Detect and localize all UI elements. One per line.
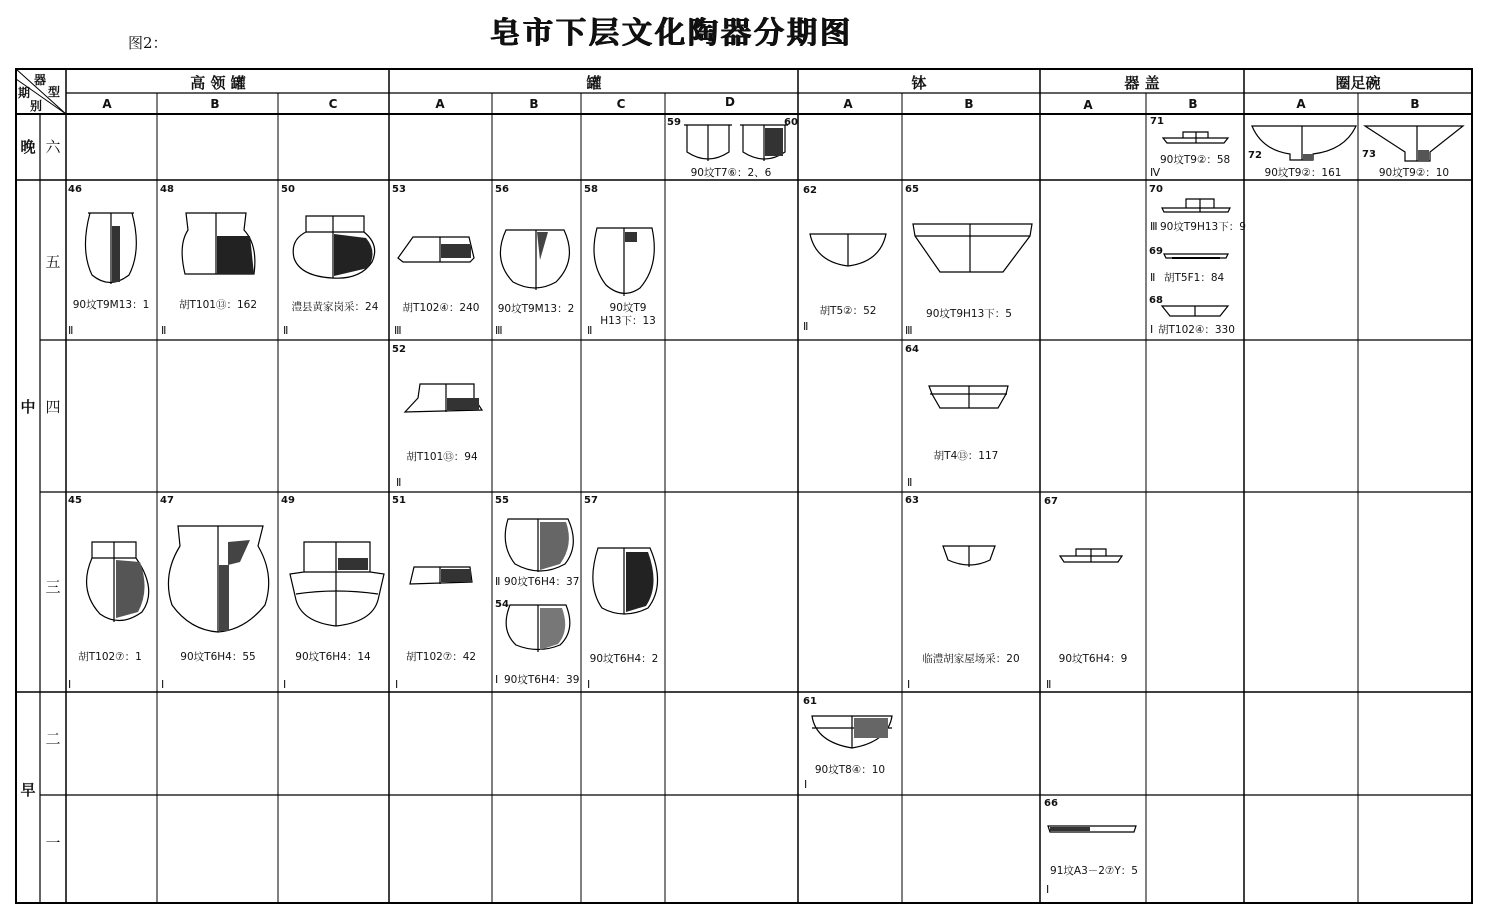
specimen-caption: 90坟T6H4：39 xyxy=(504,674,580,686)
jar-drawing xyxy=(505,519,573,572)
specimen-stage-numeral: Ⅰ xyxy=(161,678,165,691)
specimen-number: 51 xyxy=(392,495,406,506)
specimen-number: 52 xyxy=(392,344,406,355)
subtype-b: B xyxy=(1188,97,1198,111)
stage-1: 一 xyxy=(45,834,61,852)
jar-drawing xyxy=(87,542,149,622)
jar-drawing xyxy=(168,526,268,632)
group-header-quanzuwan: 圈足碗 xyxy=(1335,74,1381,92)
specimen-stage-numeral: Ⅰ xyxy=(1046,883,1050,896)
jar-drawing xyxy=(684,125,732,161)
specimen-stage-numeral: Ⅰ xyxy=(395,678,399,691)
period-middle: 中 xyxy=(20,398,36,416)
jar-drawing xyxy=(405,384,482,412)
specimen-caption: H13下：13 xyxy=(600,315,656,327)
specimen-caption: 澧县黄家岗采：24 xyxy=(291,301,379,313)
specimen-caption: 胡T102⑦：1 xyxy=(78,651,142,663)
specimen-number: 66 xyxy=(1044,798,1058,809)
specimen-stage-numeral: Ⅱ xyxy=(1046,678,1052,691)
jar-drawing xyxy=(740,125,788,161)
specimen-caption: 91坟A3－2⑦Y：5 xyxy=(1050,865,1138,877)
specimen-stage-numeral: Ⅱ xyxy=(396,476,402,489)
jar-drawing xyxy=(290,542,384,626)
stage-5: 五 xyxy=(45,253,61,271)
specimen-number: 63 xyxy=(905,495,919,506)
specimen-caption: 90坟T8④：10 xyxy=(814,764,886,776)
corner-period-label-2: 别 xyxy=(30,99,43,113)
specimen-caption: 90坟T6H4：14 xyxy=(295,651,371,663)
subtype-c: C xyxy=(328,97,338,111)
jar-drawing xyxy=(410,567,472,584)
specimen-caption: 90坟T9②：161 xyxy=(1264,167,1342,179)
specimen-stage-numeral: Ⅱ xyxy=(68,324,74,337)
specimen-caption: 胡T102④：240 xyxy=(402,302,480,314)
subtype-b: B xyxy=(210,97,220,111)
specimen-caption: 90坟T6H4：2 xyxy=(589,653,659,665)
specimen-number: 71 xyxy=(1150,116,1164,127)
subtype-a: A xyxy=(843,97,853,111)
stage-2: 二 xyxy=(45,730,61,748)
lid-drawing xyxy=(1162,306,1228,316)
jar-drawing xyxy=(594,228,654,296)
jar-drawing xyxy=(182,213,255,274)
specimen-number: 46 xyxy=(68,184,82,195)
specimen-caption: 胡T102④：330 xyxy=(1158,324,1235,336)
specimen-caption: 90坟T9H13下：5 xyxy=(926,308,1012,320)
specimen-number: 49 xyxy=(281,495,295,506)
subtype-a: A xyxy=(102,97,112,111)
specimen-stage-numeral: Ⅱ xyxy=(587,324,593,337)
specimen-caption: 90坟T6H4：9 xyxy=(1058,653,1128,665)
specimen-caption: 胡T5②：52 xyxy=(819,305,877,317)
specimen-number: 70 xyxy=(1149,184,1163,195)
specimen-caption: 90坟T9H13下：9 xyxy=(1160,221,1246,233)
jar-drawing xyxy=(506,605,570,652)
group-header-gaolingguan: 高 领 罐 xyxy=(190,74,246,92)
bowl-drawing xyxy=(1252,126,1356,160)
table-border xyxy=(16,69,1472,903)
jar-drawing xyxy=(593,548,658,614)
specimen-stage-numeral: Ⅱ xyxy=(907,476,913,489)
specimen-caption: 90坟T7⑥：2、6 xyxy=(690,167,772,179)
specimen-caption: 90坟T9M13：2 xyxy=(497,303,575,315)
specimen-stage-numeral: Ⅲ xyxy=(1150,220,1158,233)
specimen-stage-numeral: Ⅰ xyxy=(587,678,591,691)
specimen-number: 67 xyxy=(1044,496,1058,507)
specimen-number: 72 xyxy=(1248,150,1262,161)
specimen-number: 54 xyxy=(495,599,509,610)
specimen-number: 62 xyxy=(803,185,817,196)
subtype-d: D xyxy=(725,95,735,109)
lid-drawing xyxy=(1162,199,1230,212)
specimen-stage-numeral: Ⅲ xyxy=(905,324,913,337)
specimen-caption: 90坟T9M13：1 xyxy=(72,299,150,311)
figure-title: 皂市下层文化陶器分期图 xyxy=(490,16,853,51)
bowl-drawing xyxy=(929,386,1008,408)
specimen-stage-numeral: Ⅲ xyxy=(394,324,402,337)
specimen-number: 50 xyxy=(281,184,295,195)
specimen-number: 69 xyxy=(1149,246,1163,257)
group-header-qigai: 器 盖 xyxy=(1124,74,1160,92)
subtype-c: C xyxy=(616,97,626,111)
specimen-caption: 胡T101⑬：94 xyxy=(406,451,478,463)
stage-6: 六 xyxy=(45,138,61,156)
specimen-number: 48 xyxy=(160,184,174,195)
specimen-stage-numeral: Ⅰ xyxy=(283,678,287,691)
specimen-caption: 胡T4⑬：117 xyxy=(933,450,999,462)
group-header-guan: 罐 xyxy=(586,74,602,92)
period-late: 晚 xyxy=(20,138,36,156)
bowl-drawing xyxy=(810,234,886,266)
lid-drawing xyxy=(1048,826,1136,832)
jar-drawing xyxy=(500,230,569,290)
specimen-stage-numeral: Ⅳ xyxy=(1150,166,1161,179)
group-header-bo: 钵 xyxy=(911,74,927,92)
corner-period-label-1: 期 xyxy=(18,86,31,100)
specimen-number: 59 xyxy=(667,117,681,128)
specimen-stage-numeral: Ⅱ xyxy=(495,575,501,588)
specimen-number: 61 xyxy=(803,696,817,707)
subtype-a: A xyxy=(435,97,445,111)
lid-drawing xyxy=(1164,254,1228,258)
subtype-b: B xyxy=(964,97,974,111)
specimen-caption: 90坟T9 xyxy=(609,302,647,314)
specimen-number: 73 xyxy=(1362,149,1376,160)
specimen-number: 68 xyxy=(1149,295,1163,306)
specimen-stage-numeral: Ⅰ xyxy=(804,778,808,791)
specimen-number: 58 xyxy=(584,184,598,195)
specimen-number: 45 xyxy=(68,495,82,506)
lid-drawing xyxy=(1060,549,1122,562)
specimen-number: 47 xyxy=(160,495,174,506)
subtype-b: B xyxy=(1410,97,1420,111)
jar-drawing xyxy=(293,216,374,278)
specimen-caption: 90坟T9②：58 xyxy=(1160,154,1231,166)
specimen-caption: 胡T5F1：84 xyxy=(1164,272,1225,284)
jar-drawing xyxy=(85,213,136,284)
specimen-caption: 90坟T6H4：37 xyxy=(504,576,580,588)
corner-type-label-2: 型 xyxy=(48,85,61,99)
specimen-stage-numeral: Ⅲ xyxy=(495,324,503,337)
subtype-a: A xyxy=(1296,97,1306,111)
pottery-drawings xyxy=(85,125,1463,832)
specimen-caption: 胡T102⑦：42 xyxy=(405,651,477,663)
specimen-stage-numeral: Ⅱ xyxy=(803,320,809,333)
specimen-stage-numeral: Ⅱ xyxy=(1150,271,1156,284)
specimen-number: 55 xyxy=(495,495,509,506)
corner-type-label-1: 器 xyxy=(34,73,47,87)
bowl-drawing xyxy=(943,546,995,567)
specimen-stage-numeral: Ⅰ xyxy=(495,673,499,686)
subtype-a: A xyxy=(1083,98,1093,112)
specimen-stage-numeral: Ⅰ xyxy=(1150,323,1154,336)
specimen-stage-numeral: Ⅰ xyxy=(907,678,911,691)
bowl-drawing xyxy=(913,224,1032,272)
subtype-b: B xyxy=(529,97,539,111)
specimen-number: 60 xyxy=(784,117,798,128)
specimen-caption: 90坟T6H4：55 xyxy=(180,651,256,663)
specimen-caption: 90坟T9②：10 xyxy=(1378,167,1450,179)
period-early: 早 xyxy=(20,781,36,799)
specimen-number: 56 xyxy=(495,184,509,195)
specimen-caption: 临澧胡家屋场采：20 xyxy=(922,653,1020,665)
figure-label: 图2： xyxy=(128,34,168,52)
stage-3: 三 xyxy=(45,578,61,596)
specimen-number: 57 xyxy=(584,495,598,506)
stage-4: 四 xyxy=(45,398,61,416)
jar-drawing xyxy=(398,237,474,262)
specimen-stage-numeral: Ⅱ xyxy=(283,324,289,337)
specimen-stage-numeral: Ⅱ xyxy=(161,324,167,337)
specimen-caption: 胡T101⑬：162 xyxy=(179,299,257,311)
specimen-number: 64 xyxy=(905,344,919,355)
specimen-number: 65 xyxy=(905,184,919,195)
bowl-drawing xyxy=(1365,126,1463,161)
specimen-number: 53 xyxy=(392,184,406,195)
specimen-stage-numeral: Ⅰ xyxy=(68,678,72,691)
lid-drawing xyxy=(1163,132,1228,143)
bowl-drawing xyxy=(812,716,892,748)
